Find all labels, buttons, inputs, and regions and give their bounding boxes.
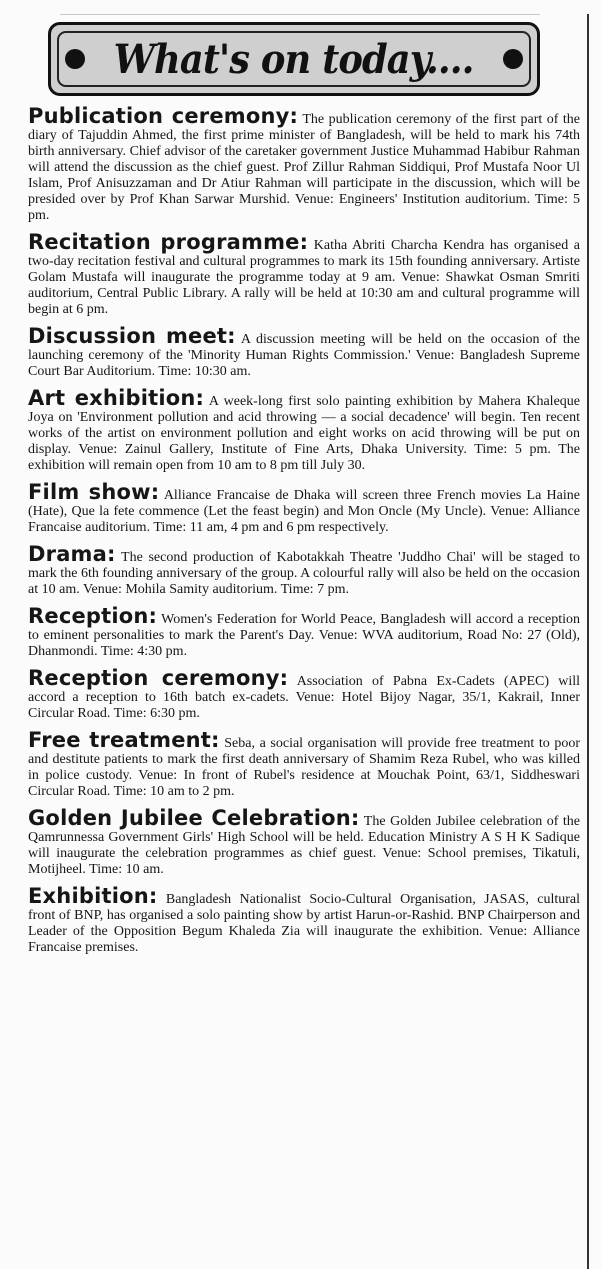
event-item (28, 104, 581, 224)
event-item (28, 604, 580, 660)
bullet-dot-icon (65, 49, 85, 69)
event-title: Discussion meet: (28, 324, 236, 348)
event-item (28, 666, 581, 722)
event-title: Drama: (28, 542, 116, 566)
event-item (28, 542, 580, 598)
event-body: Alliance Francaise de Dhaka will screen three French movies La Haine (Hate), Que la fete commence (Let the feast begin) and Mon Oncle (My Uncle). Venue: Alliance Francaise auditorium. Time: 11 am, 4 pm and 6 pm respectively. (28, 488, 580, 535)
event-body: The second production of Kabotakkah Theatre 'Juddho Chai' will be staged to mark the 6th founding anniversary of the group. A colourful rally will also be held on the occasion at 10 am. Venue: Mohila Samity auditorium. Time: 7 pm. (28, 550, 580, 597)
event-body: A discussion meeting will be held on the occasion of the launching ceremony of the 'Minority Human Rights Commission.' Venue: Bangladesh Supreme Court Bar Auditorium. Time: 10:30 am. (28, 332, 580, 379)
event-title: Film show: (28, 480, 160, 504)
event-body: Katha Abriti Charcha Kendra has organised a two-day recitation festival and cultural programmes to mark its 15th founding anniversary. Artiste Golam Mustafa will inaugurate the programme today at 9 am. Venue: Shawkat Osman Smriti auditorium, Central Public Library. A rally will be held at 10:30 am and cultural programme will begin at 6 pm. (28, 238, 580, 317)
section-header (48, 22, 540, 96)
event-title: Art exhibition: (28, 386, 205, 410)
event-body: Bangladesh Nationalist Socio-Cultural Organisation, JASAS, cultural front of BNP, has organised a solo painting show by artist Harun-or-Rashid. BNP Chairperson and Leader of the Opposition Begum Khaleda Zia will inaugurate the exhibition. Venue: Alliance Francaise premises. (28, 892, 580, 955)
event-body: The Golden Jubilee celebration of the Qamrunnessa Government Girls' High School will be held. Education Ministry A S H K Sadique will inaugurate the celebration programmes as chief guest. Venue: School premises, Tikatuli, Motijheel. Time: 10 am. (28, 814, 581, 877)
event-title: Recitation programme: (28, 230, 309, 254)
event-item (28, 806, 581, 878)
event-item (28, 324, 580, 380)
event-item (28, 728, 581, 800)
event-item (28, 480, 580, 536)
event-title: Reception: (28, 604, 158, 628)
event-item (28, 884, 580, 956)
event-title: Free treatment: (28, 728, 220, 752)
column-rule (587, 14, 589, 1269)
event-body: Women's Federation for World Peace, Bangladesh will accord a reception to eminent personalities to mark the Parent's Day. Venue: WVA auditorium, Road No: 27 (Old), Dhanmondi. Time: 4:30 pm. (28, 612, 580, 659)
event-item (28, 386, 580, 474)
event-title: Publication ceremony: (28, 104, 299, 128)
bullet-dot-icon (503, 49, 523, 69)
top-edge-rule (60, 0, 540, 15)
event-title: Reception ceremony: (28, 666, 289, 690)
event-body: Association of Pabna Ex-Cadets (APEC) will accord a reception to 16th batch ex-cadets. Venue: Hotel Bijoy Nagar, 35/1, Kakrail, Inner Circular Road. Time: 6:30 pm. (28, 674, 581, 721)
event-title: Exhibition: (28, 884, 158, 908)
event-body: The publication ceremony of the first part of the diary of Tajuddin Ahmed, the first prime minister of Bangladesh, will be held to mark his 74th birth anniversary. Chief advisor of the caretaker government Justice Muhammad Habibur Rahman will attend the discussion as the chief guest. Prof Zillur Rahman Siddiqui, Prof Mustafa Noor Ul Islam, Prof Anisuzzaman and Dr Atiur Rahman will participate in the discussion, which will be presided over by Prof Khan Sarwar Murshid. Venue: Engineers' Institution auditorium. Time: 5 pm. (28, 112, 581, 223)
section-title: What's on today.... (114, 35, 474, 83)
event-item (28, 230, 580, 318)
event-listing (28, 104, 581, 966)
event-title: Golden Jubilee Celebration: (28, 806, 360, 830)
event-body: Seba, a social organisation will provide free treatment to poor and destitute patients to mark the first death anniversary of Shamim Reza Rubel, who was killed in police custody. Venue: In front of Rubel's residence at Mouchak Point, 63/1, Siddheswari Circular Road. Time: 10 am to 2 pm. (28, 736, 581, 799)
event-body: A week-long first solo painting exhibition by Mahera Khaleque Joya on 'Environment pollution and acid throwing — a social decadence' will begin. Ten recent works of the artist on environment pollution and eight works on acid throwing will be put on display. Venue: Zainul Gallery, Institute of Fine Arts, Dhaka University. Time: 5 pm. The exhibition will remain open from 10 am to 8 pm till July 30. (28, 394, 580, 473)
